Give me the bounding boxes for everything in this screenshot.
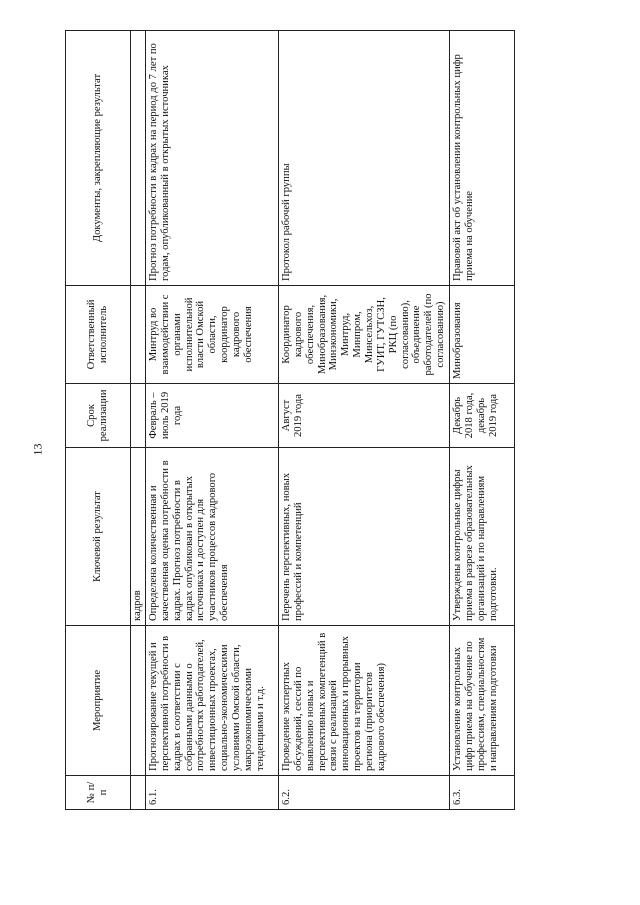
rotated-table-container xyxy=(65,30,575,810)
cell-empty xyxy=(131,286,146,384)
row-result: Утверждены контрольные цифры приема в разрезе образовательных организаций и по направлениям подготовки. xyxy=(450,448,515,626)
carry-over-text: кадров xyxy=(131,448,146,626)
cell-empty xyxy=(131,31,146,286)
row-responsible: Минтруд во взаимодействии с органами исполнительной власти Омской области, координатор кадрового обеспечения xyxy=(146,286,279,384)
row-event: Проведение экспертных обсуждений, сессий по выявлению новых и перспективных компетенций в связи с реализацией инновационных и прорывных проектов на территории региона (приоритетов кадрового обеспечения) xyxy=(279,626,450,776)
cell-empty xyxy=(131,384,146,448)
row-event: Установление контрольных цифр приема на обучение по профессиям, специальностям и направлениям подготовки xyxy=(450,626,515,776)
header-result: Ключевой результат xyxy=(66,448,131,626)
row-deadline: Август 2019 года xyxy=(279,384,450,448)
row-deadline: Февраль – июль 2019 года xyxy=(146,384,279,448)
row-num: 6.3. xyxy=(450,776,515,810)
row-num: 6.1. xyxy=(146,776,279,810)
cell-empty xyxy=(131,626,146,776)
table-row xyxy=(146,31,279,810)
carry-over-row xyxy=(131,31,146,810)
header-responsible: Ответственный исполнитель xyxy=(66,286,131,384)
row-num: 6.2. xyxy=(279,776,450,810)
header-documents: Документы, закрепляющие результат xyxy=(66,31,131,286)
header-event: Мероприятие xyxy=(66,626,131,776)
cell-empty xyxy=(131,776,146,810)
header-deadline: Срок реализации xyxy=(66,384,131,448)
row-result: Перечень перспективных, новых профессий и компетенций xyxy=(279,448,450,626)
row-documents: Протокол рабочей группы xyxy=(279,31,450,286)
table-row xyxy=(450,31,515,810)
row-event: Прогнозирование текущей и перспективной потребности в кадрах в соответствии с собранными данными о потребностях работодателей, инвестиционных проектах, социально-экономическими условиями Омской области, макроэкономическими тенденциями и т.д. xyxy=(146,626,279,776)
table-header-row xyxy=(66,31,131,810)
row-responsible: Минобразования xyxy=(450,286,515,384)
header-num: № п/п xyxy=(66,776,131,810)
plan-table xyxy=(65,30,515,810)
row-documents: Правовой акт об установлении контрольных цифр приема на обучение xyxy=(450,31,515,286)
row-deadline: Декабрь 2018 года, декабрь 2019 года xyxy=(450,384,515,448)
row-result: Определена количественная и качественная оценка потребности в кадрах. Прогноз потребности в кадрах опубликован в открытых источниках и доступен для участников процессов кадрового обеспечения xyxy=(146,448,279,626)
table-row xyxy=(279,31,450,810)
row-documents: Прогноз потребности в кадрах на период до 7 лет по годам, опубликованный в открытых источниках xyxy=(146,31,279,286)
page-number: 13 xyxy=(30,443,45,456)
row-responsible: Координатор кадрового обеспечения, Минобразования, Минэкономики, Минтруд, Минпром, Минсельхоз, ГУИТ, ГУТСЗН, РКЦ (по согласованию), объединение работодателей (по согласованию) xyxy=(279,286,450,384)
